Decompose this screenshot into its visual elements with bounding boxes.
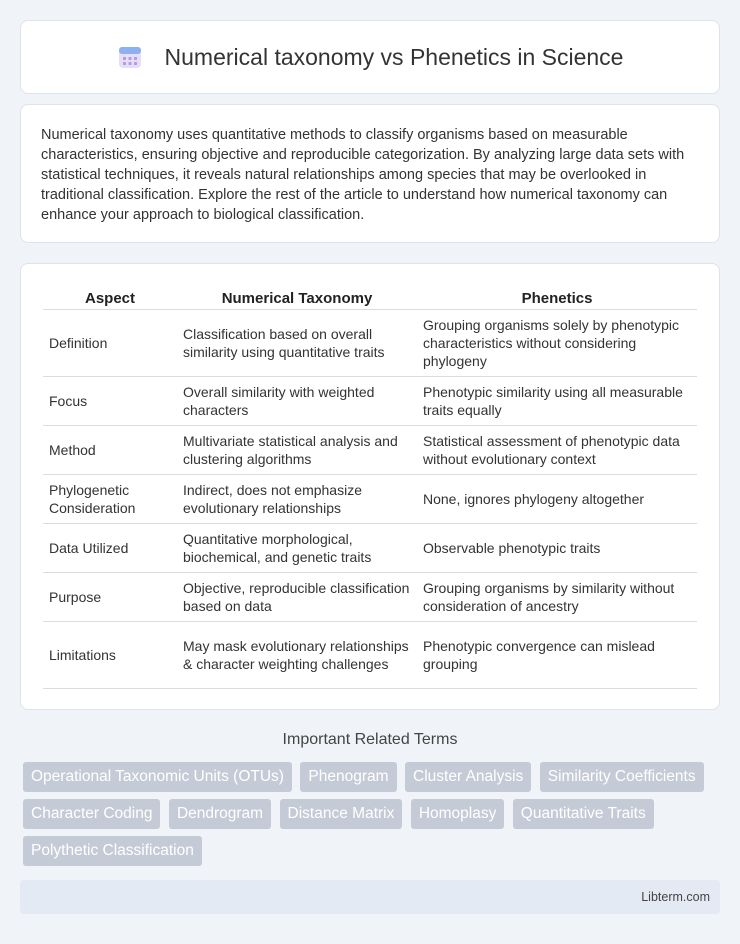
related-term-tag[interactable]: Dendrogram <box>169 799 271 829</box>
header-numerical-taxonomy: Numerical Taxonomy <box>177 282 417 310</box>
related-term-tag[interactable]: Homoplasy <box>411 799 505 829</box>
cell-numerical: May mask evolutionary relationships & character weighting challenges <box>177 622 417 689</box>
cell-numerical: Objective, reproducible classification based on data <box>177 573 417 622</box>
cell-phenetics: Grouping organisms solely by phenotypic characteristics without considering phylogeny <box>417 310 697 377</box>
table-row <box>43 573 697 622</box>
cell-numerical: Overall similarity with weighted characters <box>177 377 417 426</box>
cell-aspect: Method <box>43 426 177 475</box>
cell-numerical: Indirect, does not emphasize evolutionary relationships <box>177 475 417 524</box>
cell-aspect: Phylogenetic Consideration <box>43 475 177 524</box>
table-row <box>43 524 697 573</box>
related-term-tag[interactable]: Distance Matrix <box>280 799 403 829</box>
table-row <box>43 310 697 377</box>
footer <box>20 880 720 914</box>
cell-numerical: Quantitative morphological, biochemical, and genetic traits <box>177 524 417 573</box>
related-term-tag[interactable]: Similarity Coefficients <box>540 762 704 792</box>
cell-numerical: Classification based on overall similarity using quantitative traits <box>177 310 417 377</box>
cell-aspect: Definition <box>43 310 177 377</box>
related-term-tag[interactable]: Quantitative Traits <box>513 799 654 829</box>
related-term-tag[interactable]: Cluster Analysis <box>405 762 531 792</box>
header-card <box>20 20 720 94</box>
table-row <box>43 377 697 426</box>
cell-phenetics: None, ignores phylogeny altogether <box>417 475 697 524</box>
cell-aspect: Limitations <box>43 622 177 689</box>
cell-aspect: Data Utilized <box>43 524 177 573</box>
table-header-row <box>43 282 697 310</box>
cell-phenetics: Observable phenotypic traits <box>417 524 697 573</box>
cell-numerical: Multivariate statistical analysis and clustering algorithms <box>177 426 417 475</box>
header-aspect: Aspect <box>43 282 177 310</box>
intro-text: Numerical taxonomy uses quantitative methods to classify organisms based on measurable characteristics, ensuring objective and reproducible categorization. By analyzing large data sets with statistical techniques, it reveals natural relationships among species that may be overlooked in traditional classification. Explore the rest of the article to understand how numerical taxonomy can enhance your approach to biological classification. <box>41 127 685 223</box>
calendar-icon <box>117 44 143 70</box>
cell-aspect: Focus <box>43 377 177 426</box>
comparison-table <box>43 282 697 689</box>
cell-phenetics: Phenotypic similarity using all measurable traits equally <box>417 377 697 426</box>
table-row <box>43 426 697 475</box>
related-terms-list <box>23 762 723 873</box>
related-term-tag[interactable]: Operational Taxonomic Units (OTUs) <box>23 762 292 792</box>
cell-aspect: Purpose <box>43 573 177 622</box>
header-phenetics: Phenetics <box>417 282 697 310</box>
related-terms-title: Important Related Terms <box>282 731 458 748</box>
table-row <box>43 622 697 689</box>
related-term-tag[interactable]: Character Coding <box>23 799 160 829</box>
cell-phenetics: Grouping organisms by similarity without consideration of ancestry <box>417 573 697 622</box>
cell-phenetics: Statistical assessment of phenotypic data without evolutionary context <box>417 426 697 475</box>
page-title: Numerical taxonomy vs Phenetics in Science <box>164 43 624 70</box>
cell-phenetics: Phenotypic convergence can mislead grouping <box>417 622 697 689</box>
footer-site-link[interactable]: Libterm.com <box>641 890 710 904</box>
table-row <box>43 475 697 524</box>
intro-card <box>20 104 720 243</box>
related-term-tag[interactable]: Polythetic Classification <box>23 836 202 866</box>
related-term-tag[interactable]: Phenogram <box>300 762 396 792</box>
comparison-card <box>20 263 720 710</box>
